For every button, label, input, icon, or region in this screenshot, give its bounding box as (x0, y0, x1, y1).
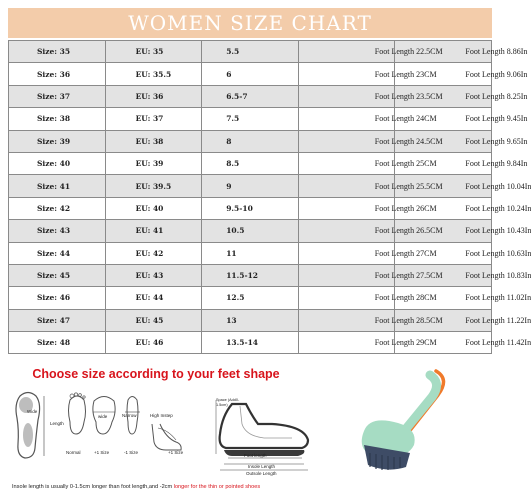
foot-label-normal: Normal (66, 450, 81, 455)
foot-label-plus1b: +1 Size (168, 450, 184, 455)
eu-cell: EU: 35 (105, 41, 202, 63)
us-cell: 5.5 (202, 41, 299, 63)
eu-cell: EU: 42 (105, 242, 202, 264)
foot-length-cm-cell: Foot Length 25CM (298, 152, 395, 174)
foot-label-wide: Wide (27, 409, 38, 414)
foot-length-cm-cell: Foot Length 27.5CM (298, 264, 395, 286)
foot-length-in-cell: Foot Length 9.45In (395, 108, 492, 130)
us-cell: 8.5 (202, 152, 299, 174)
foot-label-length: Length (50, 421, 64, 426)
table-row (9, 264, 492, 286)
foot-length-cm-cell: Foot Length 29CM (298, 332, 395, 354)
size-cell: Size: 38 (9, 108, 106, 130)
size-cell: Size: 46 (9, 287, 106, 309)
shoe-label-space: Space (Add0-1.5cm) (216, 398, 240, 407)
table-row (9, 130, 492, 152)
foot-length-in-cell: Foot Length 8.86In (395, 41, 492, 63)
size-cell: Size: 39 (9, 130, 106, 152)
foot-length-in-cell: Foot Length 8.25In (395, 85, 492, 107)
chart-title: WOMEN SIZE CHART (128, 11, 372, 35)
eu-cell: EU: 37 (105, 108, 202, 130)
size-cell: Size: 41 (9, 175, 106, 197)
size-cell: Size: 42 (9, 197, 106, 219)
foot-length-cm-cell: Foot Length 28.5CM (298, 309, 395, 331)
size-cell: Size: 40 (9, 152, 106, 174)
eu-cell: EU: 45 (105, 309, 202, 331)
insole-note-text: Insole length is usually 0-1.5cm longer than foot length,and -2cm (12, 484, 174, 490)
size-cell: Size: 37 (9, 85, 106, 107)
insole-note (12, 484, 260, 490)
us-cell: 12.5 (202, 287, 299, 309)
table-row (9, 41, 492, 63)
eu-cell: EU: 41 (105, 220, 202, 242)
chart-title-bar (8, 8, 492, 38)
table-row (9, 108, 492, 130)
eu-cell: EU: 40 (105, 197, 202, 219)
foot-length-in-cell: Foot Length 10.43In (395, 220, 492, 242)
us-cell: 10.5 (202, 220, 299, 242)
foot-length-in-cell: Foot Length 9.65In (395, 130, 492, 152)
shoe-brush-image (340, 365, 460, 475)
size-cell: Size: 35 (9, 41, 106, 63)
foot-outline-icon (8, 390, 48, 460)
insole-note-highlight: longer for the thin or pointed shoes (173, 484, 261, 490)
table-row (9, 242, 492, 264)
foot-label-minus1: -1 Size (124, 450, 139, 455)
foot-length-cm-cell: Foot Length 28CM (298, 287, 395, 309)
us-cell: 11 (202, 242, 299, 264)
shoe-label-foot-length: Foot length (244, 453, 267, 458)
size-cell: Size: 45 (9, 264, 106, 286)
normal-foot-icon (64, 392, 90, 436)
foot-length-in-cell: Foot Length 11.42In (395, 332, 492, 354)
size-cell: Size: 47 (9, 309, 106, 331)
foot-label-wide2: wide (98, 414, 108, 419)
size-cell: Size: 43 (9, 220, 106, 242)
size-cell: Size: 48 (9, 332, 106, 354)
table-row (9, 309, 492, 331)
foot-length-in-cell: Foot Length 9.06In (395, 63, 492, 85)
foot-length-cm-cell: Foot Length 27CM (298, 242, 395, 264)
high-instep-icon (148, 420, 184, 454)
eu-cell: EU: 36 (105, 85, 202, 107)
table-row (9, 332, 492, 354)
us-cell: 11.5-12 (202, 264, 299, 286)
foot-length-in-cell: Foot Length 10.04In (395, 175, 492, 197)
foot-length-cm-cell: Foot Length 25.5CM (298, 175, 395, 197)
foot-label-high-instep: High Instep (150, 413, 173, 418)
foot-length-cm-cell: Foot Length 23.5CM (298, 85, 395, 107)
eu-cell: EU: 35.5 (105, 63, 202, 85)
table-row (9, 175, 492, 197)
eu-cell: EU: 39.5 (105, 175, 202, 197)
foot-length-cm-cell: Foot Length 24CM (298, 108, 395, 130)
table-row (9, 197, 492, 219)
foot-length-in-cell: Foot Length 10.83In (395, 264, 492, 286)
size-cell: Size: 36 (9, 63, 106, 85)
us-cell: 8 (202, 130, 299, 152)
foot-length-in-cell: Foot Length 9.84In (395, 152, 492, 174)
foot-length-cm-cell: Foot Length 24.5CM (298, 130, 395, 152)
eu-cell: EU: 39 (105, 152, 202, 174)
eu-cell: EU: 38 (105, 130, 202, 152)
table-row (9, 152, 492, 174)
eu-cell: EU: 44 (105, 287, 202, 309)
foot-length-in-cell: Foot Length 10.24In (395, 197, 492, 219)
eu-cell: EU: 46 (105, 332, 202, 354)
table-row (9, 85, 492, 107)
us-cell: 6.5-7 (202, 85, 299, 107)
foot-length-cm-cell: Foot Length 22.5CM (298, 41, 395, 63)
table-row (9, 220, 492, 242)
us-cell: 13 (202, 309, 299, 331)
foot-length-cm-cell: Foot Length 26CM (298, 197, 395, 219)
shoe-label-outsole-length: Outsole Length (246, 471, 277, 476)
size-table (8, 40, 531, 354)
foot-length-in-cell: Foot Length 11.02In (395, 287, 492, 309)
us-cell: 9 (202, 175, 299, 197)
table-row (9, 287, 492, 309)
foot-label-plus1: +1 Size (94, 450, 110, 455)
foot-length-in-cell: Foot Length 10.63In (395, 242, 492, 264)
foot-label-narrow: Narrow (122, 413, 137, 418)
us-cell: 6 (202, 63, 299, 85)
us-cell: 13.5-14 (202, 332, 299, 354)
foot-length-cm-cell: Foot Length 23CM (298, 63, 395, 85)
us-cell: 7.5 (202, 108, 299, 130)
shoe-label-insole-length: Insole Length (248, 464, 276, 469)
size-cell: Size: 44 (9, 242, 106, 264)
us-cell: 9.5-10 (202, 197, 299, 219)
eu-cell: EU: 43 (105, 264, 202, 286)
table-row (9, 63, 492, 85)
foot-length-cm-cell: Foot Length 26.5CM (298, 220, 395, 242)
foot-length-in-cell: Foot Length 11.22In (395, 309, 492, 331)
guide-title: Choose size according to your feet shape (32, 367, 280, 381)
